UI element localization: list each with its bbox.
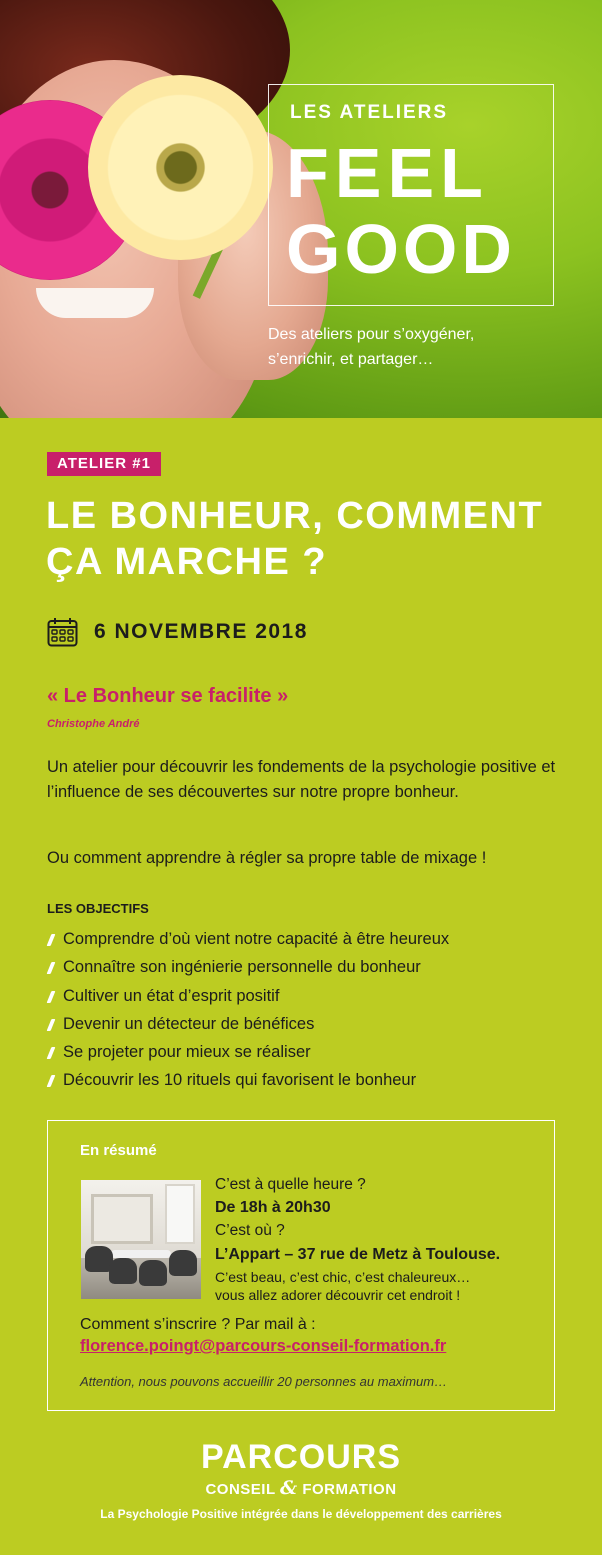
atelier-title [46, 493, 586, 585]
email-link[interactable]: florence.poingt@parcours-conseil-formation.fr [80, 1337, 447, 1355]
list-item: Découvrir les 10 rituels qui favorisent le bonheur [47, 1066, 449, 1094]
list-item: Connaître son ingénierie personnelle du bonheur [47, 953, 449, 981]
logo-small-title: LES ATELIERS [290, 102, 449, 123]
tick-icon [47, 1019, 56, 1031]
hero-banner [0, 0, 602, 418]
atelier-title-line1: LE BONHEUR, COMMENT [46, 495, 544, 537]
quote-text: « Le Bonheur se facilite » [47, 685, 289, 707]
venue-description-1: C’est beau, c’est chic, c’est chaleureux… [215, 1269, 471, 1285]
objectives-list [47, 925, 449, 1095]
footer-tagline: La Psychologie Positive intégrée dans le développement des carrières [100, 1507, 502, 1521]
calendar-icon [47, 617, 78, 647]
venue-photo [81, 1180, 201, 1299]
atelier-title-line2: ÇA MARCHE ? [46, 541, 328, 583]
when-answer: De 18h à 20h30 [215, 1199, 331, 1216]
atelier-date: 6 NOVEMBRE 2018 [94, 620, 308, 643]
tick-icon [47, 934, 56, 946]
intro-paragraph-1: Un atelier pour découvrir les fondements de la psychologie positive et l’influence de ses découvertes sur notre propre bonheur. [47, 758, 556, 801]
logo-feel: FEEL [286, 134, 489, 212]
list-item: Se projeter pour mieux se réaliser [47, 1038, 449, 1066]
yellow-flower-image [88, 75, 273, 260]
tick-icon [47, 991, 56, 1003]
capacity-note: Attention, nous pouvons accueillir 20 personnes au maximum… [80, 1374, 448, 1389]
quote-author: Christophe André [47, 718, 140, 730]
intro-paragraph-2: Ou comment apprendre à régler sa propre table de mixage ! [47, 849, 487, 867]
list-item: Devenir un détecteur de bénéfices [47, 1010, 449, 1038]
list-item: Comprendre d’où vient notre capacité à être heureux [47, 925, 449, 953]
tick-icon [47, 962, 56, 974]
brand-subtitle: CONSEIL & FORMATION [205, 1477, 397, 1499]
objectives-title: LES OBJECTIFS [47, 901, 149, 916]
hero-subtitle-line2: s’enrichir, et partager… [268, 351, 434, 368]
hero-subtitle [268, 322, 568, 372]
atelier-badge: ATELIER #1 [47, 452, 161, 476]
when-question: C’est à quelle heure ? [215, 1176, 366, 1193]
hero-subtitle-line1: Des ateliers pour s’oxygéner, [268, 326, 475, 343]
tick-icon [47, 1075, 56, 1087]
summary-title: En résumé [80, 1142, 157, 1159]
venue-description-2: vous allez adorer découvrir cet endroit ! [215, 1287, 461, 1303]
hero-photo-smile [36, 288, 154, 318]
tick-icon [47, 1047, 56, 1059]
list-item: Cultiver un état d’esprit positif [47, 982, 449, 1010]
where-answer: L’Appart – 37 rue de Metz à Toulouse. [215, 1246, 501, 1263]
logo-good: GOOD [286, 210, 516, 288]
where-question: C’est où ? [215, 1222, 285, 1239]
signup-text: Comment s’inscrire ? Par mail à : [80, 1316, 316, 1333]
brand-logo: PARCOURS [200, 1438, 402, 1476]
